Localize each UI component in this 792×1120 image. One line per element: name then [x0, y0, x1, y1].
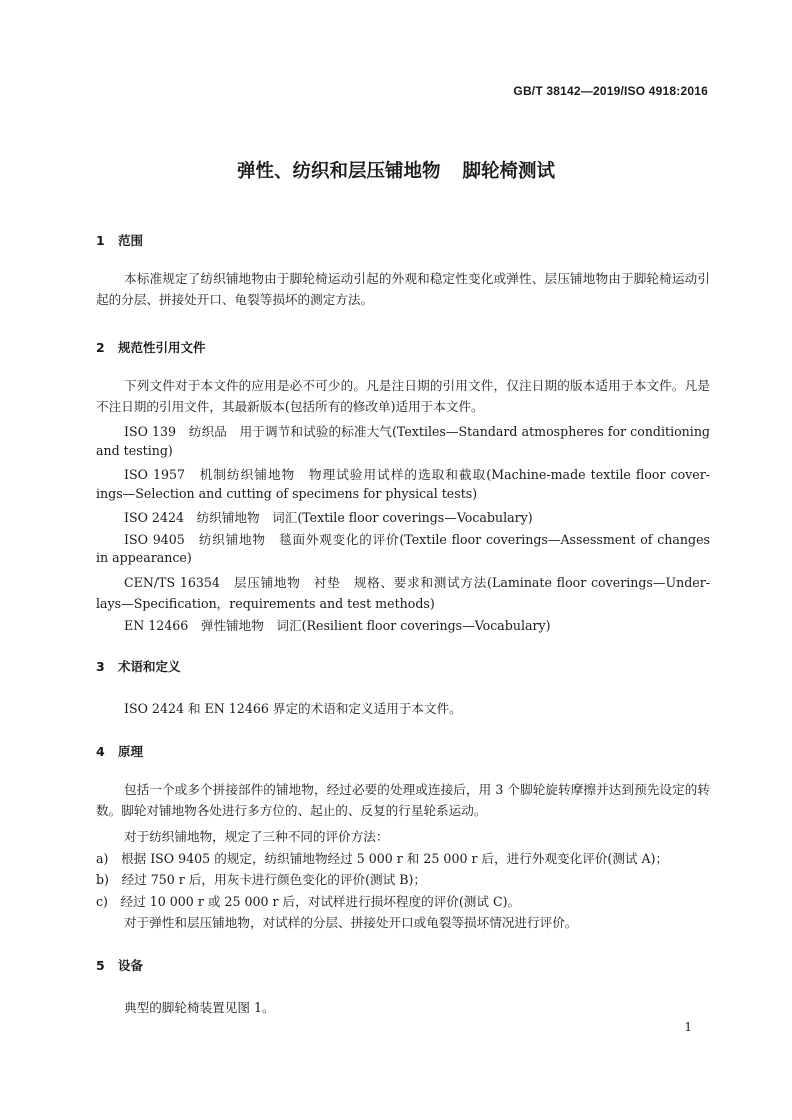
reference-iso-2424: ISO 2424 纺织铺地物 词汇(Textile floor coverings—Vocabulary)	[124, 510, 533, 525]
reference-iso-9405-cont: in appearance)	[96, 550, 192, 565]
section-number: 5	[96, 958, 105, 973]
scope-paragraph: 本标准规定了纺织铺地物由于脚轮椅运动引起的外观和稳定性变化或弹性、层压铺地物由于脚轮椅运动引起的分层、拼接处开口、龟裂等损坏的测定方法。	[96, 271, 710, 308]
resilient-laminate-evaluation: 对于弹性和层压铺地物，对试样的分层、拼接处开口或龟裂等损坏情况进行评价。	[124, 915, 578, 930]
section-heading-3	[96, 657, 181, 675]
reference-cen-ts-16354: CEN/TS 16354 层压铺地物 衬垫 规格、要求和测试方法(Laminate floor coverings—Under-	[124, 575, 710, 590]
section-number: 3	[96, 659, 105, 674]
page-title	[0, 157, 792, 183]
method-item-c: c) 经过 10 000 r 或 25 000 r 后，对试样进行损坏程度的评价(测试 C)。	[96, 894, 521, 909]
section-heading-1	[96, 231, 143, 249]
method-item-a: a) 根据 ISO 9405 的规定，纺织铺地物经过 5 000 r 和 25 000 r 后，进行外观变化评价(测试 A)；	[96, 851, 669, 866]
reference-en-12466: EN 12466 弹性铺地物 词汇(Resilient floor coverings—Vocabulary)	[124, 618, 551, 633]
section-title: 范围	[118, 233, 144, 248]
terms-paragraph: ISO 2424 和 EN 12466 界定的术语和定义适用于本文件。	[124, 701, 462, 716]
principle-paragraph: 包括一个或多个拼接部件的铺地物，经过必要的处理或连接后，用 3 个脚轮旋转摩擦并达到预先设定的转数。脚轮对铺地物各处进行多方位的、起止的、反复的行星轮系运动。	[96, 782, 710, 819]
reference-iso-1957-cont: ings—Selection and cutting of specimens for physical tests)	[96, 486, 478, 501]
reference-cen-ts-16354-cont: lays—Specification，requirements and test methods)	[96, 596, 435, 611]
reference-iso-139: ISO 139 纺织品 用于调节和试验的标准大气(Textiles—Standard atmospheres for conditioning	[124, 424, 710, 439]
reference-iso-1957: ISO 1957 机制纺织铺地物 物理试验用试样的选取和截取(Machine-made textile floor cover-	[124, 467, 710, 482]
title-part-2: 脚轮椅测试	[462, 161, 556, 182]
section-number: 2	[96, 340, 105, 355]
normative-intro-paragraph: 下列文件对于本文件的应用是必不可少的。凡是注日期的引用文件，仅注日期的版本适用于本文件。凡是不注日期的引用文件，其最新版本(包括所有的修改单)适用于本文件。	[96, 378, 710, 415]
standard-code: GB/T 38142—2019/ISO 4918:2016	[513, 84, 708, 98]
reference-iso-9405: ISO 9405 纺织铺地物 毯面外观变化的评价(Textile floor coverings—Assessment of changes	[124, 532, 710, 547]
section-title: 术语和定义	[118, 659, 181, 674]
section-number: 1	[96, 233, 105, 248]
textile-methods-intro: 对于纺织铺地物，规定了三种不同的评价方法：	[124, 829, 389, 844]
section-title: 规范性引用文件	[118, 340, 206, 355]
title-part-1: 弹性、纺织和层压铺地物	[236, 161, 441, 182]
section-heading-4	[96, 742, 143, 760]
section-heading-2	[96, 338, 206, 356]
reference-iso-139-cont: and testing)	[96, 443, 173, 458]
section-number: 4	[96, 744, 105, 759]
page-number: 1	[684, 1020, 692, 1034]
section-heading-5	[96, 956, 143, 974]
section-title: 设备	[118, 958, 144, 973]
method-item-b: b) 经过 750 r 后，用灰卡进行颜色变化的评价(测试 B)；	[96, 872, 427, 887]
section-title: 原理	[118, 744, 144, 759]
apparatus-paragraph: 典型的脚轮椅装置见图 1。	[124, 1000, 275, 1015]
